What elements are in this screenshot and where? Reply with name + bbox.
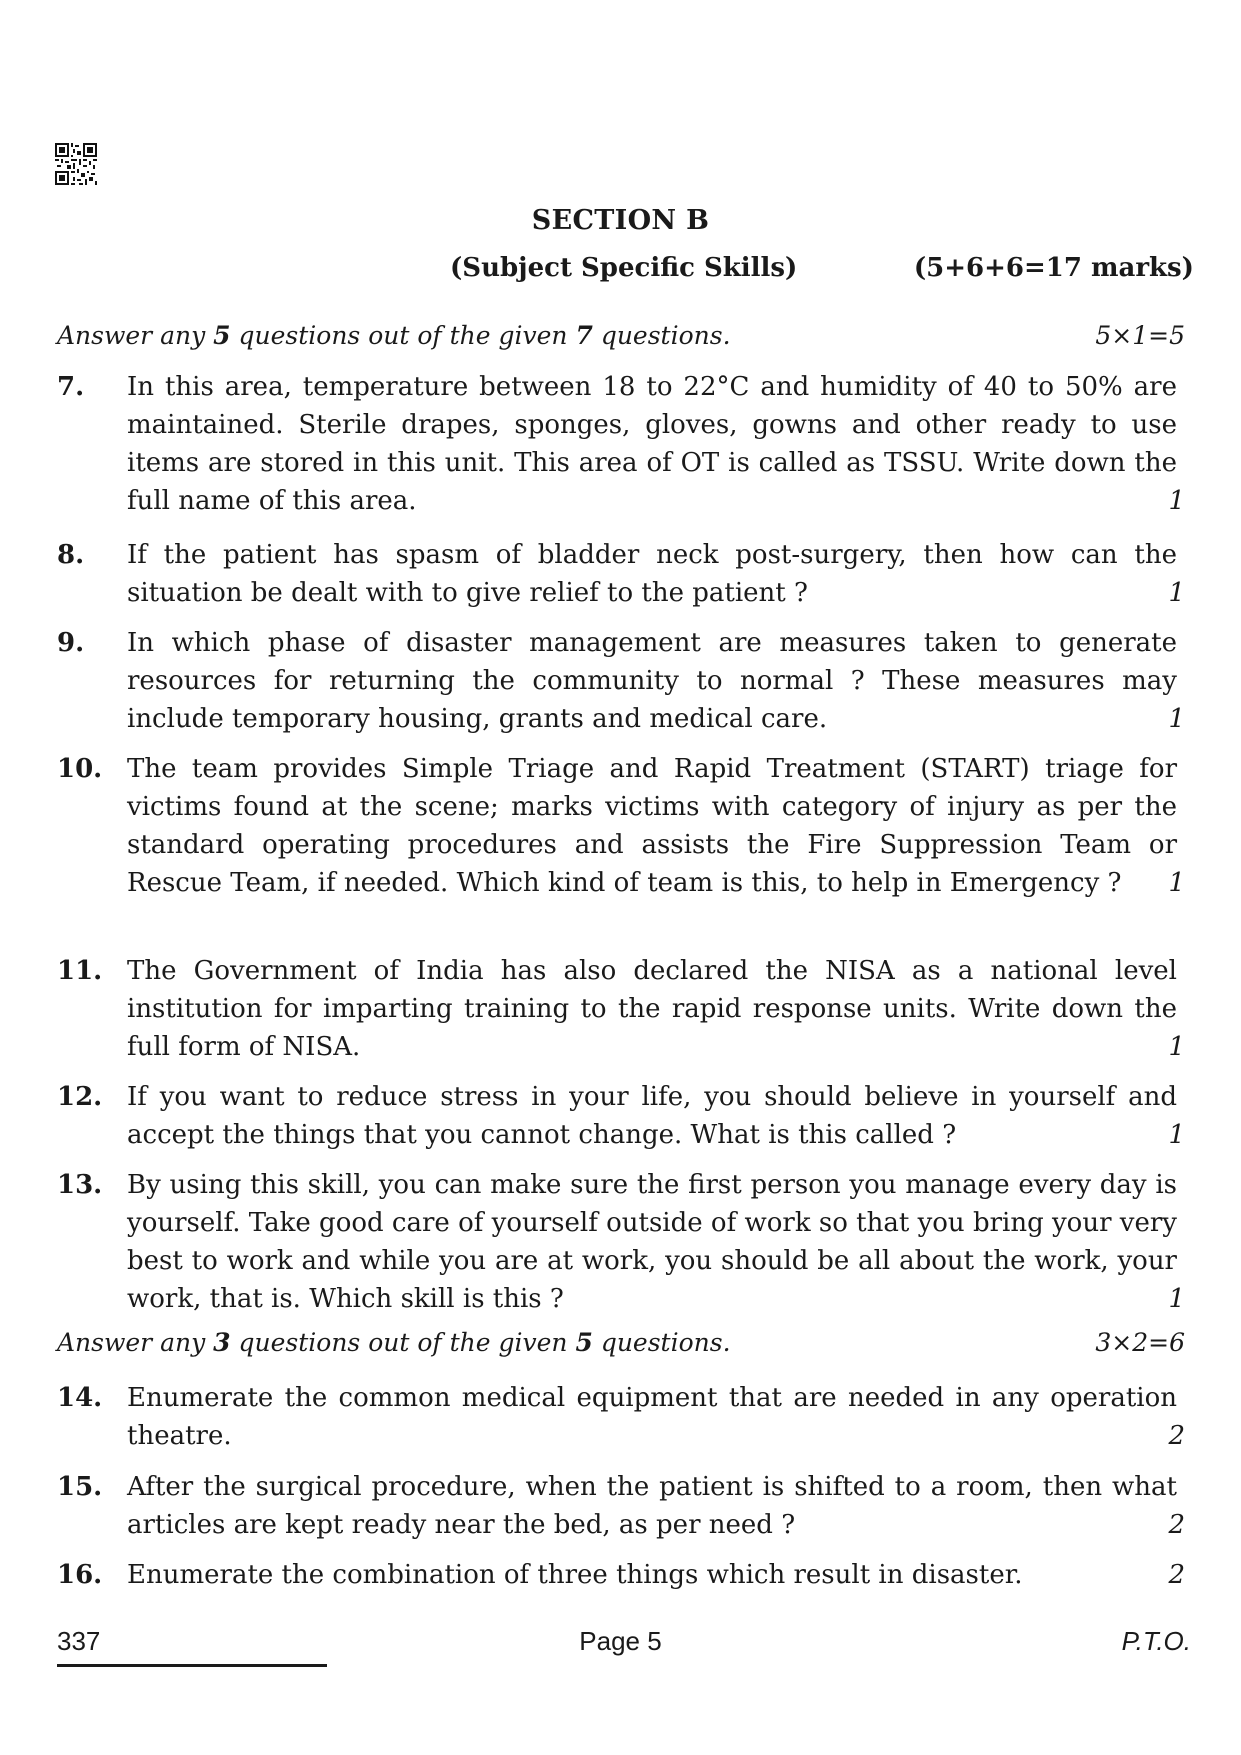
instruction-text: Answer any 3 questions out of the given 5 questions.	[57, 1328, 731, 1357]
qr-code-icon	[55, 143, 97, 185]
question-text: Enumerate the combination of three things which result in disaster.	[127, 1560, 1023, 1590]
question-number: 13.	[57, 1170, 103, 1200]
question-number: 14.	[57, 1383, 103, 1413]
question-text: In this area, temperature between 18 to 22°C and humidity of 40 to 50% are maintained. Sterile drapes, sponges, gloves, gowns and other ready to use items are stored in this unit. This area of OT is called as TSSU. Write down the full name of this area.	[127, 372, 1177, 516]
paper-code: 337	[57, 1626, 101, 1656]
section-marks: (5+6+6=17 marks)	[913, 253, 1194, 283]
question	[57, 536, 1185, 612]
marks-scheme: 3×2=6	[1095, 1328, 1185, 1357]
question-marks: 1	[1168, 1032, 1185, 1062]
question	[57, 750, 1185, 902]
question-number: 15.	[57, 1472, 103, 1502]
question-marks: 2	[1168, 1510, 1185, 1540]
instruction-group-2	[57, 1328, 1185, 1357]
question	[57, 1556, 1185, 1594]
question-text: If you want to reduce stress in your life, you should believe in yourself and accept the things that you cannot change. What is this called ?	[127, 1082, 1177, 1150]
question-number: 12.	[57, 1082, 103, 1112]
question-number: 11.	[57, 956, 103, 986]
instruction-group-1	[57, 321, 1185, 350]
question	[57, 1078, 1185, 1154]
section-subtitle: (Subject Specific Skills)	[450, 253, 798, 283]
section-title: SECTION B	[531, 205, 710, 236]
question-marks: 2	[1168, 1560, 1185, 1590]
question-number: 9.	[57, 628, 85, 658]
question-text: After the surgical procedure, when the patient is shifted to a room, then what articles are kept ready near the bed, as per need ?	[127, 1472, 1177, 1540]
question-marks: 2	[1168, 1421, 1185, 1451]
question-number: 16.	[57, 1560, 103, 1590]
question	[57, 1379, 1185, 1455]
question-text: Enumerate the common medical equipment that are needed in any operation theatre.	[127, 1383, 1177, 1451]
page-number: Page 5	[579, 1626, 662, 1656]
question	[57, 1166, 1185, 1318]
question	[57, 368, 1185, 520]
question-marks: 1	[1168, 486, 1185, 516]
question-marks: 1	[1168, 1120, 1185, 1150]
question-number: 7.	[57, 372, 85, 402]
question-text: The Government of India has also declared the NISA as a national level institution for imparting training to the rapid response units. Write down the full form of NISA.	[127, 956, 1177, 1062]
question-marks: 1	[1168, 1284, 1185, 1314]
marks-scheme: 5×1=5	[1095, 321, 1185, 350]
question	[57, 1468, 1185, 1544]
question-text: In which phase of disaster management are measures taken to generate resources for returning the community to normal ? These measures may include temporary housing, grants and medical care.	[127, 628, 1177, 734]
question-text: The team provides Simple Triage and Rapid Treatment (START) triage for victims found at the scene; marks victims with category of injury as per the standard operating procedures and assists the Fire Suppression Team or Rescue Team, if needed. Which kind of team is this, to help in Emergency ?	[127, 754, 1177, 898]
question	[57, 624, 1185, 738]
instruction-text: Answer any 5 questions out of the given 7 questions.	[57, 321, 731, 350]
pto-label: P.T.O.	[1121, 1626, 1191, 1656]
question-marks: 1	[1168, 704, 1185, 734]
question-number: 10.	[57, 754, 103, 784]
question-text: If the patient has spasm of bladder neck post-surgery, then how can the situation be dealt with to give relief to the patient ?	[127, 540, 1177, 608]
question-marks: 1	[1168, 868, 1185, 898]
question-text: By using this skill, you can make sure the first person you manage every day is yourself. Take good care of yourself outside of work so that you bring your very best to work and while you are at work, you should be all about the work, your work, that is. Which skill is this ?	[127, 1170, 1177, 1314]
question-number: 8.	[57, 540, 85, 570]
question-marks: 1	[1168, 578, 1185, 608]
footer-divider	[57, 1664, 327, 1667]
question	[57, 952, 1185, 1066]
